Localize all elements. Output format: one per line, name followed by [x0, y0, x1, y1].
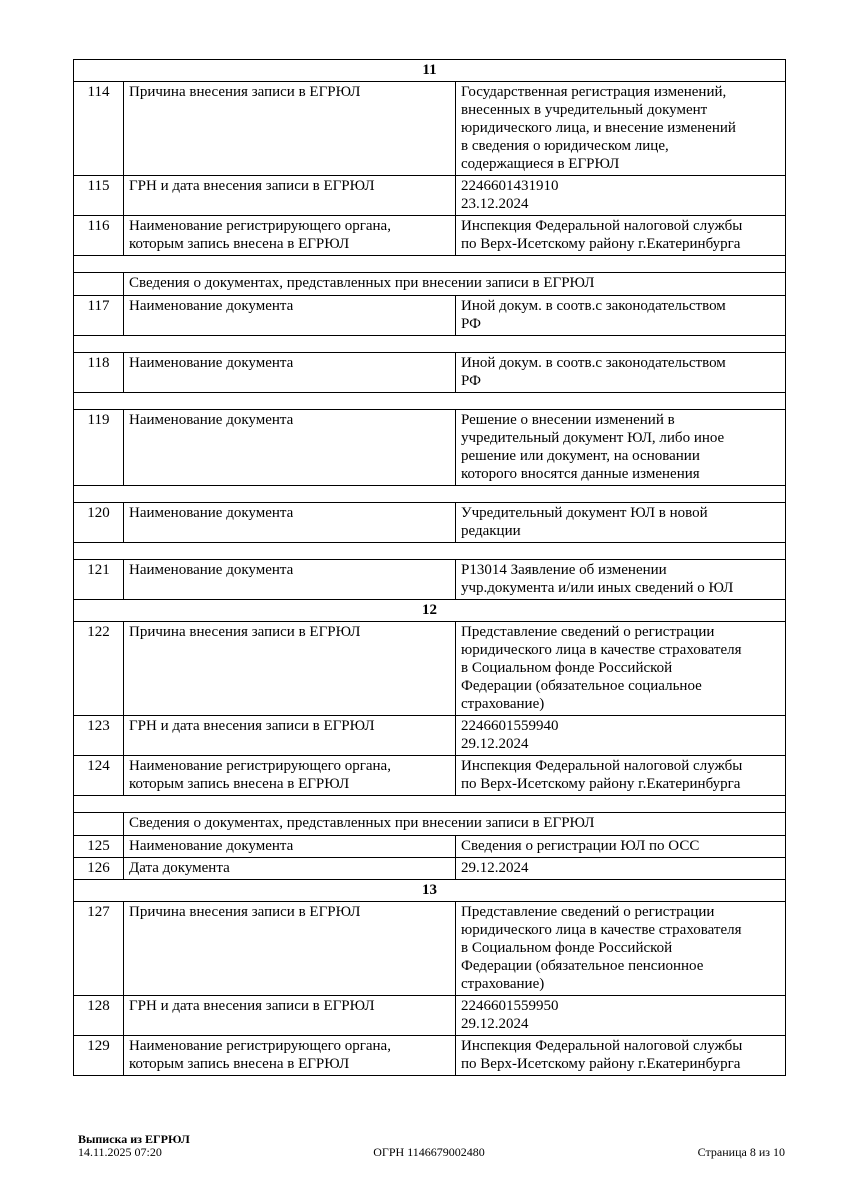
text-line: страхование): [461, 696, 545, 712]
subheader-title: Сведения о документах, представленных при внесении записи в ЕГРЮЛ: [124, 813, 786, 836]
text-line: Представление сведений о регистрации: [461, 904, 715, 920]
field-name-cell: [124, 503, 456, 543]
field-name-cell: [124, 622, 456, 716]
text-line: юридического лица в качестве страхователя: [461, 642, 742, 658]
text-line: Сведения о регистрации ЮЛ по ОСС: [461, 838, 700, 854]
text-line: в Социальном фонде Российской: [461, 940, 673, 956]
text-line: Наименование документа: [129, 562, 294, 578]
text-line: Учредительный документ ЮЛ в новой: [461, 505, 708, 521]
field-name-cell: [124, 756, 456, 796]
text-line: учредительный документ ЮЛ, либо иное: [461, 430, 725, 446]
spacer-row: [74, 543, 786, 560]
text-line: Причина внесения записи в ЕГРЮЛ: [129, 904, 361, 920]
document-title: Выписка из ЕГРЮЛ: [78, 1132, 190, 1146]
section-number: 13: [74, 880, 786, 902]
row-number-cell: 121: [74, 560, 124, 600]
field-value-cell: [456, 622, 786, 716]
record-row: [74, 716, 786, 756]
text-line: Р13014 Заявление об изменении: [461, 562, 667, 578]
record-row: [74, 858, 786, 880]
record-section-header: [74, 880, 786, 902]
spacer-row: [74, 796, 786, 813]
egrul-records-table: [73, 59, 786, 1076]
text-line: Наименование регистрирующего органа,: [129, 218, 391, 234]
record-row: [74, 216, 786, 256]
records-table-body: [74, 60, 786, 1076]
ogrn-label: ОГРН 1146679002480: [373, 1145, 485, 1159]
text-line: которым запись внесена в ЕГРЮЛ: [129, 236, 350, 252]
field-value-cell: [456, 503, 786, 543]
text-line: Дата документа: [129, 860, 230, 876]
field-value-cell: [456, 716, 786, 756]
record-row: [74, 176, 786, 216]
row-number-cell: 117: [74, 296, 124, 336]
text-line: Инспекция Федеральной налоговой службы: [461, 1038, 743, 1054]
field-value-cell: [456, 996, 786, 1036]
field-value-cell: [456, 756, 786, 796]
page-indicator: Страница 8 из 10: [697, 1145, 785, 1159]
field-name-cell: [124, 353, 456, 393]
text-line: Причина внесения записи в ЕГРЮЛ: [129, 624, 361, 640]
record-row: [74, 1036, 786, 1076]
row-number-cell: 127: [74, 902, 124, 996]
field-value-cell: [456, 1036, 786, 1076]
spacer-cell: [74, 796, 786, 813]
text-line: Наименование регистрирующего органа,: [129, 758, 391, 774]
text-line: Причина внесения записи в ЕГРЮЛ: [129, 84, 361, 100]
spacer-cell: [74, 486, 786, 503]
row-number-cell: 119: [74, 410, 124, 486]
text-line: в Социальном фонде Российской: [461, 660, 673, 676]
field-value-cell: [456, 836, 786, 858]
field-value-cell: [456, 858, 786, 880]
text-line: которого вносятся данные изменения: [461, 466, 700, 482]
record-row: [74, 410, 786, 486]
row-number-cell: 115: [74, 176, 124, 216]
row-number-cell: 120: [74, 503, 124, 543]
row-number-cell: 123: [74, 716, 124, 756]
spacer-row: [74, 486, 786, 503]
text-line: Наименование документа: [129, 505, 294, 521]
text-line: которым запись внесена в ЕГРЮЛ: [129, 1056, 350, 1072]
text-line: в сведения о юридическом лице,: [461, 138, 669, 154]
text-line: ГРН и дата внесения записи в ЕГРЮЛ: [129, 718, 375, 734]
section-number: 12: [74, 600, 786, 622]
field-name-cell: [124, 82, 456, 176]
record-row: [74, 622, 786, 716]
field-name-cell: [124, 296, 456, 336]
text-line: редакции: [461, 523, 521, 539]
documents-subheader-row: [74, 273, 786, 296]
text-line: внесенных в учредительный документ: [461, 102, 708, 118]
record-row: [74, 756, 786, 796]
text-line: Федерации (обязательное пенсионное: [461, 958, 704, 974]
text-line: ГРН и дата внесения записи в ЕГРЮЛ: [129, 998, 375, 1014]
row-number-cell: 114: [74, 82, 124, 176]
text-line: Федерации (обязательное социальное: [461, 678, 702, 694]
field-name-cell: [124, 902, 456, 996]
field-name-cell: [124, 1036, 456, 1076]
text-line: 23.12.2024: [461, 196, 529, 212]
record-row: [74, 836, 786, 858]
field-value-cell: [456, 902, 786, 996]
text-line: 2246601559950: [461, 998, 559, 1014]
field-value-cell: [456, 560, 786, 600]
spacer-cell: [74, 336, 786, 353]
text-line: РФ: [461, 316, 481, 332]
field-name-cell: [124, 996, 456, 1036]
record-row: [74, 560, 786, 600]
text-line: содержащиеся в ЕГРЮЛ: [461, 156, 620, 172]
row-number-cell: 128: [74, 996, 124, 1036]
row-number-cell: 118: [74, 353, 124, 393]
field-value-cell: [456, 296, 786, 336]
text-line: Наименование документа: [129, 412, 294, 428]
text-line: Иной докум. в соотв.с законодательством: [461, 355, 726, 371]
row-number-cell: 125: [74, 836, 124, 858]
record-row: [74, 296, 786, 336]
text-line: по Верх-Исетскому району г.Екатеринбурга: [461, 776, 741, 792]
text-line: Наименование документа: [129, 355, 294, 371]
text-line: по Верх-Исетскому району г.Екатеринбурга: [461, 236, 741, 252]
text-line: ГРН и дата внесения записи в ЕГРЮЛ: [129, 178, 375, 194]
field-name-cell: [124, 410, 456, 486]
text-line: 29.12.2024: [461, 860, 529, 876]
text-line: 29.12.2024: [461, 736, 529, 752]
spacer-row: [74, 393, 786, 410]
spacer-cell: [74, 543, 786, 560]
row-number-cell: 124: [74, 756, 124, 796]
text-line: Решение о внесении изменений в: [461, 412, 675, 428]
text-line: Инспекция Федеральной налоговой службы: [461, 758, 743, 774]
field-value-cell: [456, 353, 786, 393]
record-row: [74, 996, 786, 1036]
spacer-row: [74, 336, 786, 353]
text-line: Иной докум. в соотв.с законодательством: [461, 298, 726, 314]
field-name-cell: [124, 216, 456, 256]
text-line: решение или документ, на основании: [461, 448, 700, 464]
field-name-cell: [124, 560, 456, 600]
row-number-cell: 129: [74, 1036, 124, 1076]
text-line: которым запись внесена в ЕГРЮЛ: [129, 776, 350, 792]
field-name-cell: [124, 716, 456, 756]
row-number-cell: [74, 813, 124, 836]
record-section-header: [74, 600, 786, 622]
field-name-cell: [124, 176, 456, 216]
text-line: страхование): [461, 976, 545, 992]
record-section-header: [74, 60, 786, 82]
spacer-row: [74, 256, 786, 273]
row-number-cell: [74, 273, 124, 296]
text-line: Инспекция Федеральной налоговой службы: [461, 218, 743, 234]
record-row: [74, 902, 786, 996]
text-line: Наименование документа: [129, 838, 294, 854]
row-number-cell: 122: [74, 622, 124, 716]
field-value-cell: [456, 216, 786, 256]
record-row: [74, 353, 786, 393]
row-number-cell: 126: [74, 858, 124, 880]
documents-subheader-row: [74, 813, 786, 836]
section-number: 11: [74, 60, 786, 82]
record-row: [74, 503, 786, 543]
text-line: Наименование документа: [129, 298, 294, 314]
row-number-cell: 116: [74, 216, 124, 256]
text-line: Наименование регистрирующего органа,: [129, 1038, 391, 1054]
subheader-title: Сведения о документах, представленных при внесении записи в ЕГРЮЛ: [124, 273, 786, 296]
spacer-cell: [74, 256, 786, 273]
text-line: учр.документа и/или иных сведений о ЮЛ: [461, 580, 734, 596]
field-name-cell: [124, 836, 456, 858]
text-line: 29.12.2024: [461, 1016, 529, 1032]
text-line: Представление сведений о регистрации: [461, 624, 715, 640]
record-row: [74, 82, 786, 176]
field-value-cell: [456, 176, 786, 216]
spacer-cell: [74, 393, 786, 410]
text-line: Государственная регистрация изменений,: [461, 84, 727, 100]
field-value-cell: [456, 82, 786, 176]
text-line: по Верх-Исетскому району г.Екатеринбурга: [461, 1056, 741, 1072]
text-line: 2246601559940: [461, 718, 559, 734]
field-value-cell: [456, 410, 786, 486]
text-line: РФ: [461, 373, 481, 389]
text-line: 2246601431910: [461, 178, 559, 194]
text-line: юридического лица в качестве страхователя: [461, 922, 742, 938]
text-line: юридического лица, и внесение изменений: [461, 120, 736, 136]
print-datetime: 14.11.2025 07:20: [78, 1145, 162, 1159]
field-name-cell: [124, 858, 456, 880]
